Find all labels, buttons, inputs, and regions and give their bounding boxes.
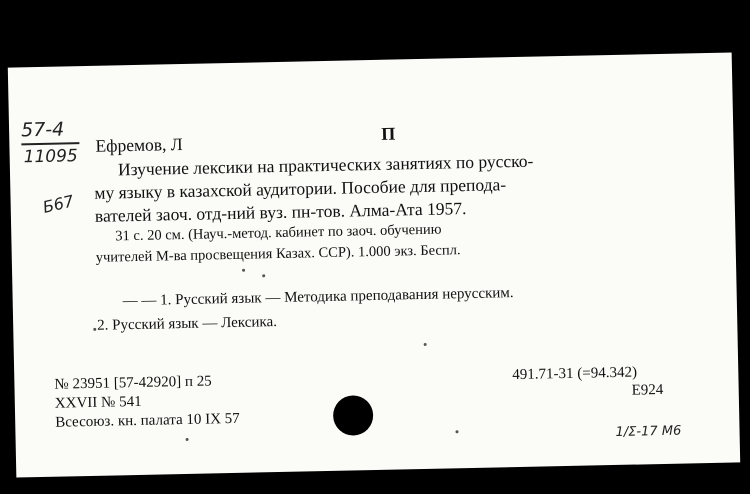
shelf-number-top: 57-4 <box>20 118 65 142</box>
shelf-mark: Б67 <box>40 191 76 217</box>
speck <box>242 269 245 272</box>
speck <box>424 343 427 346</box>
record-series: XXVII № 541 <box>54 393 142 412</box>
speck <box>262 274 265 277</box>
author-heading: Ефремов, Л <box>95 133 183 156</box>
speck <box>93 328 96 331</box>
handwritten-code: 1/Σ-17 М6 <box>615 423 682 440</box>
description-line: учителей М-ва просвещения Казах. ССР). 1.000 экз. Беспл. <box>95 242 461 266</box>
chamber-stamp: Всесоюз. кн. палата 10 IX 57 <box>55 410 240 431</box>
description-line: Изучение лексики на практических занятиях по русско- <box>117 150 534 180</box>
shelf-number-divider <box>21 142 79 145</box>
description-line: му языку в казахской аудитории. Пособие для препода- <box>94 174 507 203</box>
speck <box>186 438 189 441</box>
catalog-card <box>8 52 740 477</box>
classification-index: 491.71-31 (=94.342) <box>512 364 638 384</box>
card-punch-hole <box>333 395 374 436</box>
shelf-number-bottom: 11095 <box>23 146 78 168</box>
record-number: № 23951 [57-42920] п 25 <box>54 373 212 393</box>
card-letter: П <box>381 123 396 144</box>
subject-heading: 2. Русский язык — Лексика. <box>97 314 278 334</box>
speck <box>455 430 458 433</box>
description-line: вателей заоч. отд-ний вуз. пн-тов. Алма-Ата 1957. <box>94 198 467 226</box>
cutter-number: Е924 <box>631 381 664 399</box>
description-line: 31 с. 20 см. (Науч.-метод. кабинет по заоч. обучению <box>115 221 442 245</box>
subject-heading: — — 1. Русский язык — Методика преподавания нерусским. <box>122 285 514 310</box>
